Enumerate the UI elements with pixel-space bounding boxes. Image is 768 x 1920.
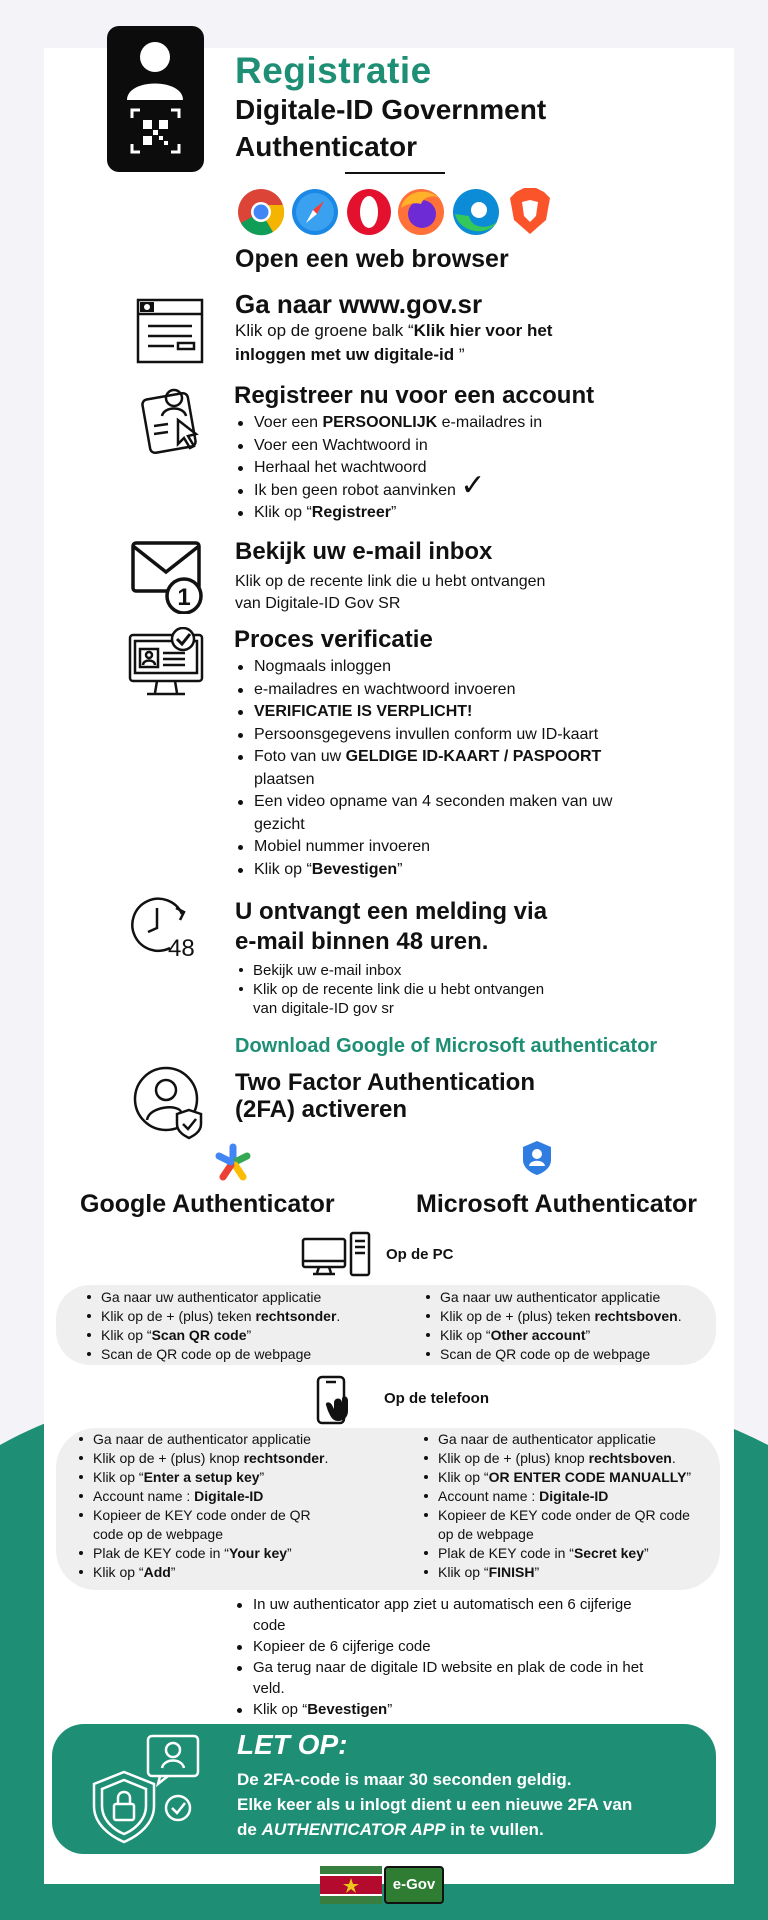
list-item: Klik op de recente link die u hebt ontvangen van digitale-ID gov sr [235, 980, 675, 1018]
final-list [233, 1594, 713, 1720]
mail48-list [235, 961, 675, 1018]
list-item: Scan de QR code op de webpage [83, 1345, 393, 1364]
step-gov-line1: Klik op de groene balk “Klik hier voor het [235, 321, 553, 340]
step-gov-line2: inloggen met uw digitale-id ” [235, 345, 465, 364]
step-mail48-title-line2: e-mail binnen 48 uren. [235, 928, 489, 955]
page-title: Registratie [235, 50, 432, 91]
google-authenticator-icon [213, 1143, 253, 1183]
step-register-title: Registreer nu voor een account [234, 382, 595, 409]
list-item: Kopieer de KEY code onder de QR code op de webpage [75, 1506, 375, 1544]
mail-notification-icon [130, 540, 206, 614]
list-item: Klik op de + (plus) knop rechtsonder. [75, 1449, 375, 1468]
header-badge [107, 26, 204, 172]
svg-text:1: 1 [177, 584, 191, 611]
list-item: Ga naar uw authenticator applicatie [422, 1288, 722, 1307]
list-item: Nogmaals inloggen [234, 656, 694, 679]
phone-google-list [75, 1430, 375, 1582]
twofa-title-line2: (2FA) activeren [235, 1096, 408, 1123]
list-item: Klik op “Scan QR code” [83, 1326, 393, 1345]
twofa-title-line1: Two Factor Authentication [235, 1069, 535, 1096]
list-item: e-mailadres en wachtwoord invoeren [234, 679, 694, 702]
list-item: Ga naar uw authenticator applicatie [83, 1288, 393, 1307]
list-item: Ga naar de authenticator applicatie [420, 1430, 725, 1449]
list-item: Scan de QR code op de webpage [422, 1345, 722, 1364]
list-item: Bekijk uw e-mail inbox [235, 961, 675, 980]
step-verify-title: Proces verificatie [234, 626, 433, 653]
list-item: Account name : Digitale-ID [75, 1487, 375, 1506]
list-item: Klik op de + (plus) knop rechtsboven. [420, 1449, 725, 1468]
list-item: Foto van uw GELDIGE ID-KAART / PASPOORT plaatsen [234, 746, 694, 791]
warning-title: LET OP: [237, 1729, 348, 1760]
verification-monitor-icon [127, 627, 207, 703]
title-underline [345, 172, 445, 174]
desktop-pc-icon [301, 1231, 371, 1277]
svg-text:48: 48 [168, 935, 195, 960]
register-form-icon [140, 386, 206, 456]
warning-line1: De 2FA-code is maar 30 seconden geldig. [237, 1770, 572, 1789]
security-shield-icon [88, 1732, 200, 1844]
register-list [234, 412, 674, 525]
user-shield-icon [133, 1066, 207, 1140]
safari-icon [291, 188, 339, 236]
list-item: Mobiel nummer invoeren [234, 836, 694, 859]
list-item: Account name : Digitale-ID [420, 1487, 725, 1506]
chrome-icon [237, 188, 285, 236]
list-item: Klik op de + (plus) teken rechtsonder. [83, 1307, 393, 1326]
phone-microsoft-list [420, 1430, 725, 1582]
list-item: Voer een PERSOONLIJK e-mailadres in [234, 412, 674, 435]
list-item: Ik ben geen robot aanvinken ✓ [234, 480, 674, 503]
list-item: Plak de KEY code in “Secret key” [420, 1544, 725, 1563]
list-item: Klik op “Other account” [422, 1326, 722, 1345]
page-subtitle-line1: Digitale-ID Government [235, 94, 547, 125]
list-item: Klik op “FINISH” [420, 1563, 725, 1582]
list-item: Klik op “Bevestigen” [233, 1699, 713, 1720]
list-item: Ga naar de authenticator applicatie [75, 1430, 375, 1449]
list-item: Kopieer de 6 cijferige code [233, 1636, 713, 1657]
suriname-flag-icon [320, 1866, 382, 1904]
list-item: Klik op de + (plus) teken rechtsboven. [422, 1307, 722, 1326]
pc-google-list [83, 1288, 393, 1364]
egov-badge: e-Gov [384, 1866, 444, 1904]
step-mail48-title-line1: U ontvangt een melding via [235, 898, 548, 925]
list-item: Persoonsgegevens invullen conform uw ID-kaart [234, 724, 694, 747]
checkmark-icon: ✓ [460, 468, 486, 502]
step-inbox-line1: Klik op de recente link die u hebt ontvangen [235, 573, 546, 590]
warning-line3: de AUTHENTICATOR APP in te vullen. [237, 1820, 544, 1839]
list-item: Kopieer de KEY code onder de QR code op de webpage [420, 1506, 725, 1544]
list-item: Plak de KEY code in “Your key” [75, 1544, 375, 1563]
list-item: Een video opname van 4 seconden maken van uw gezicht [234, 791, 694, 836]
list-item: In uw authenticator app ziet u automatisch een 6 cijferige code [233, 1594, 713, 1636]
step-inbox-line2: van Digitale-ID Gov SR [235, 595, 401, 612]
page-subtitle-line2: Authenticator [235, 131, 417, 162]
step-inbox-title: Bekijk uw e-mail inbox [235, 538, 493, 565]
list-item: Klik op “Registreer” [234, 502, 674, 525]
pc-microsoft-list [422, 1288, 722, 1364]
pc-label: Op de PC [386, 1246, 454, 1263]
list-item: Voer een Wachtwoord in [234, 435, 674, 458]
google-app-label: Google Authenticator [80, 1190, 335, 1218]
list-item: Herhaal het wachtwoord [234, 457, 674, 480]
list-item: VERIFICATIE IS VERPLICHT! [234, 701, 694, 724]
phone-label: Op de telefoon [384, 1390, 489, 1407]
browser-window-icon [136, 298, 204, 366]
list-item: Klik op “Enter a setup key” [75, 1468, 375, 1487]
browser-caption: Open een web browser [235, 245, 509, 273]
clock-48-icon [130, 896, 210, 960]
step-gov-title: Ga naar www.gov.sr [235, 289, 483, 319]
microsoft-authenticator-icon [521, 1140, 553, 1176]
list-item: Klik op “Add” [75, 1563, 375, 1582]
microsoft-app-label: Microsoft Authenticator [416, 1190, 698, 1218]
list-item: Klik op “OR ENTER CODE MANUALLY” [420, 1468, 725, 1487]
opera-icon [345, 188, 393, 236]
user-qr-icon [107, 26, 204, 172]
smartphone-tap-icon [316, 1375, 356, 1427]
verify-list [234, 656, 694, 881]
list-item: Klik op “Bevestigen” [234, 859, 694, 882]
download-heading: Download Google of Microsoft authenticator [235, 1035, 658, 1057]
list-item: Ga terug naar de digitale ID website en plak de code in het veld. [233, 1657, 713, 1699]
brave-icon [508, 186, 552, 236]
warning-line2: Elke keer als u inlogt dient u een nieuwe 2FA van [237, 1795, 633, 1814]
edge-icon [451, 188, 501, 236]
firefox-icon [395, 186, 447, 236]
